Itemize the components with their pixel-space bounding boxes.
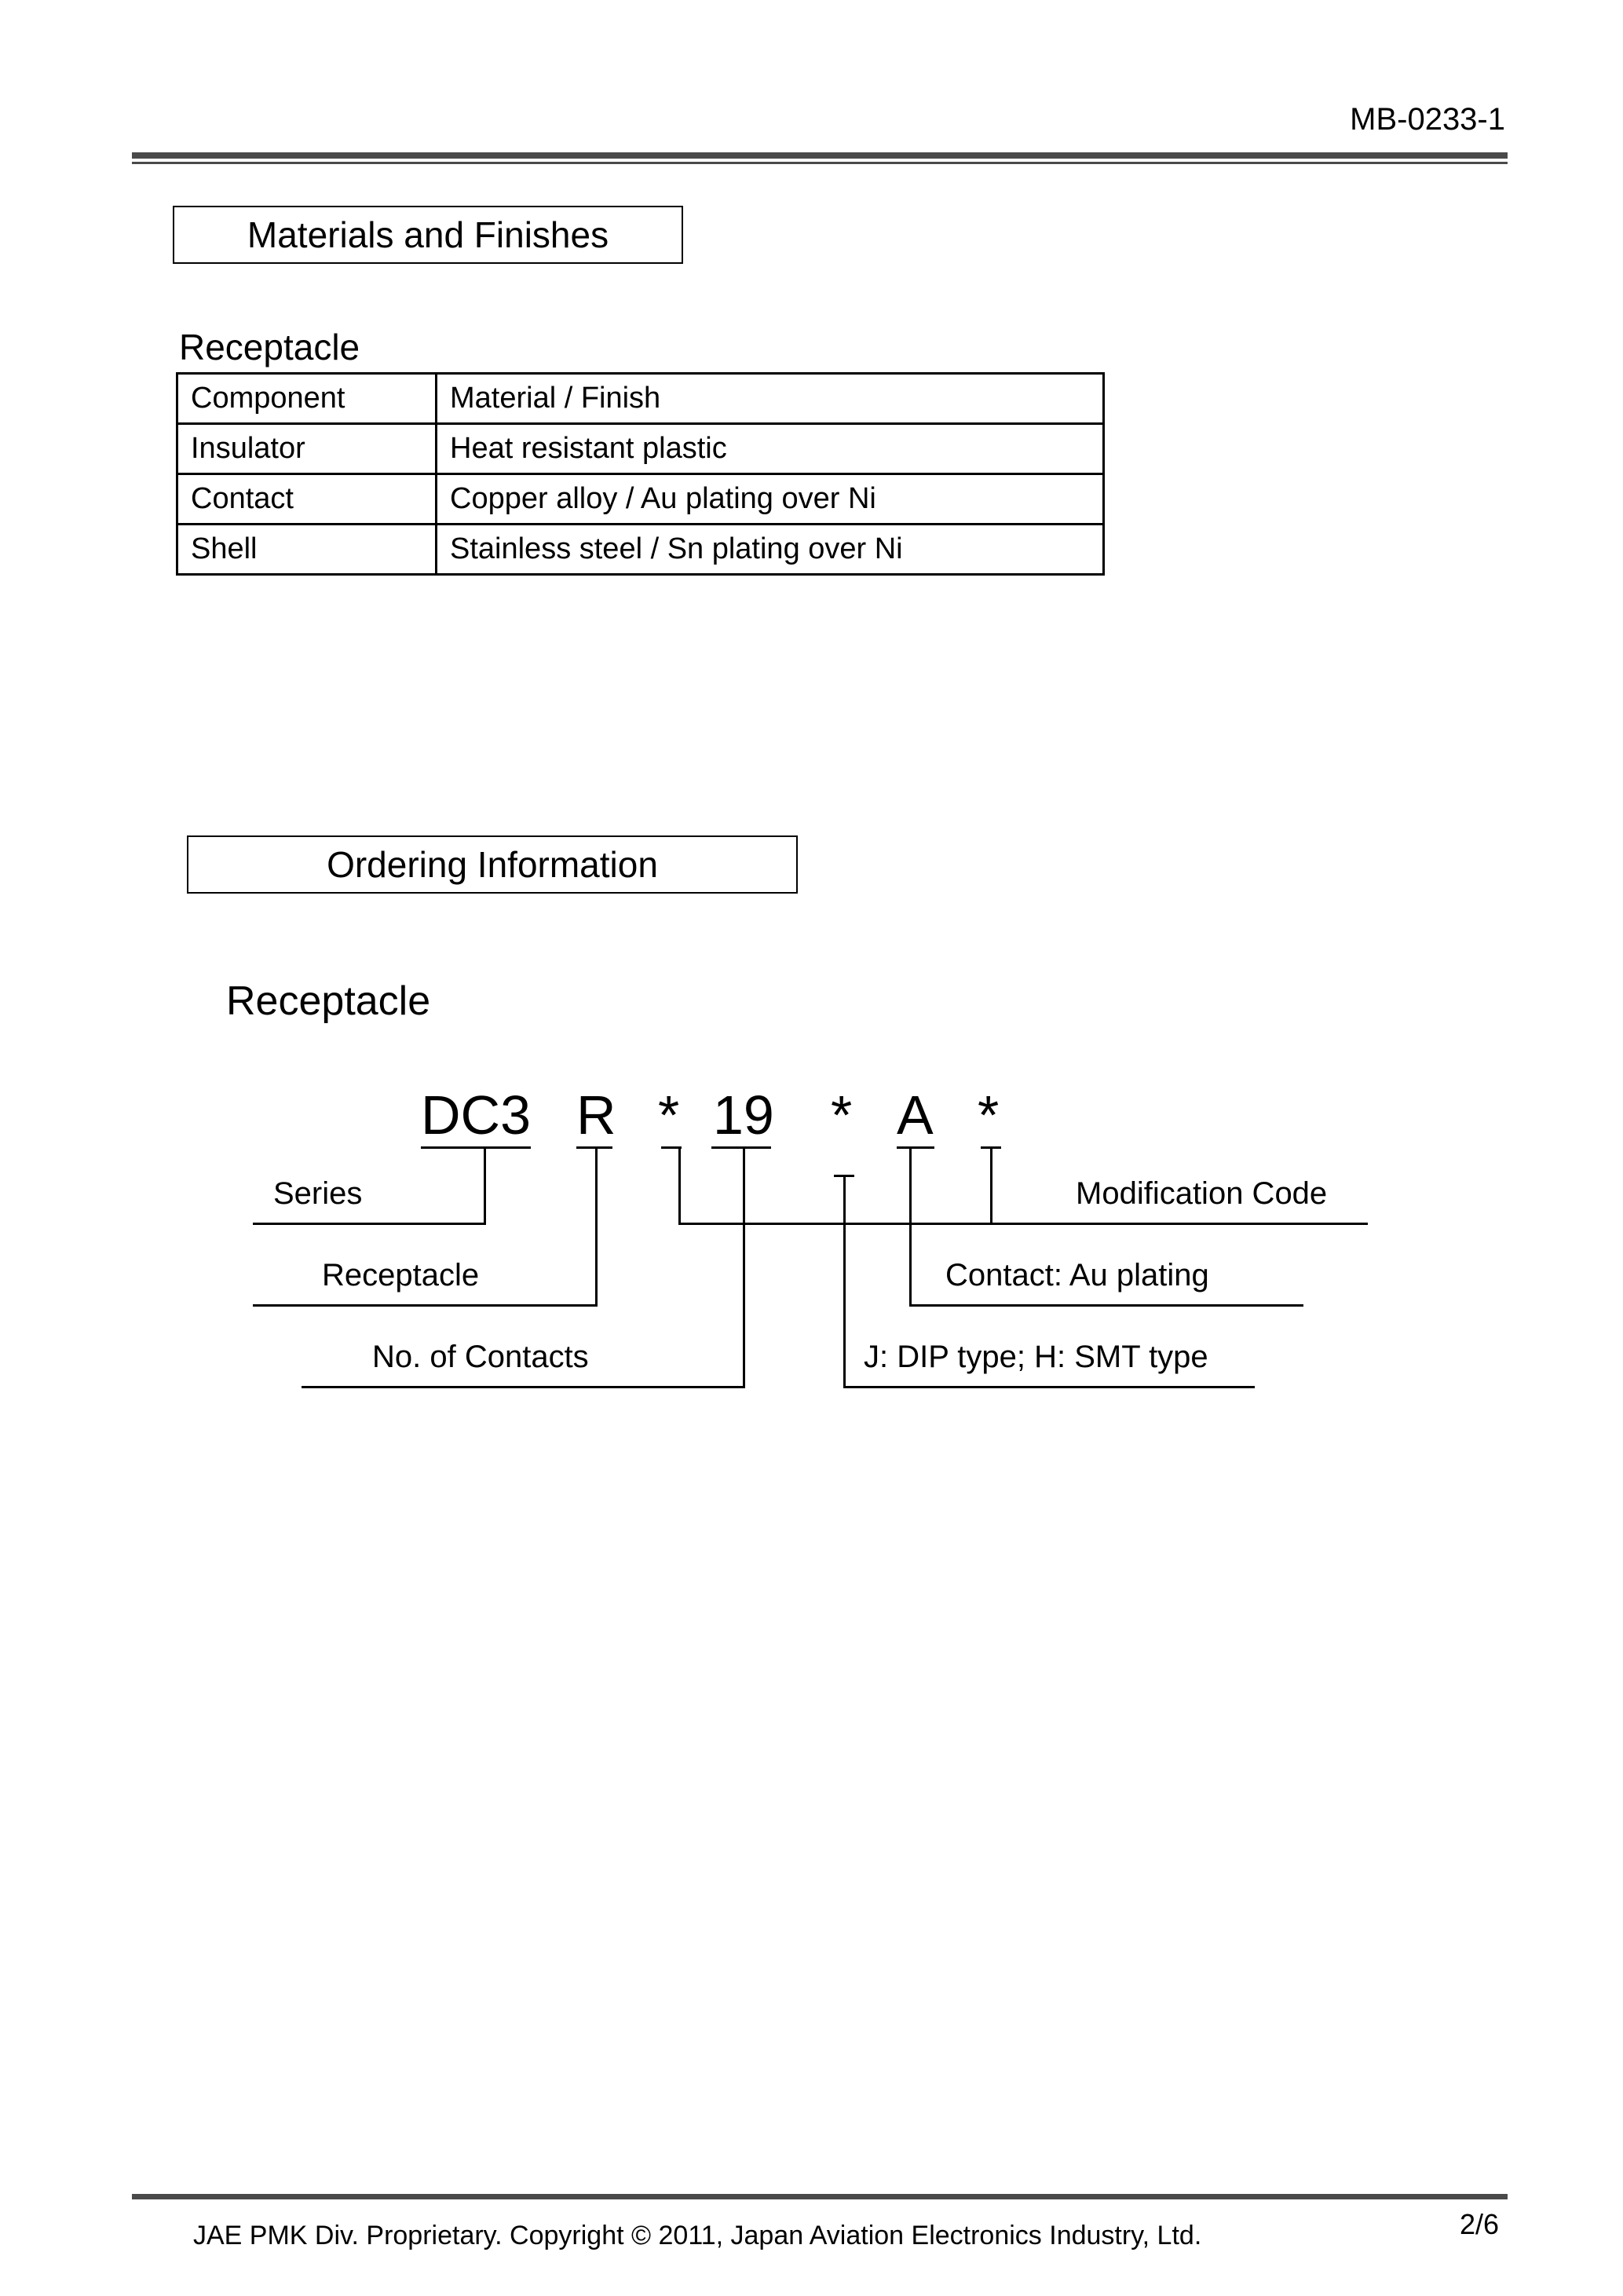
code-series: DC3: [421, 1084, 532, 1146]
header-rule-thick: [132, 152, 1508, 159]
table-row: [177, 525, 1104, 575]
footer-rule: [132, 2194, 1508, 2199]
table-cell: Stainless steel / Sn plating over Ni: [437, 525, 1104, 575]
underline-type: [576, 1146, 612, 1149]
table-cell: Heat resistant plastic: [437, 424, 1104, 474]
table-cell: Copper alloy / Au plating over Ni: [437, 474, 1104, 525]
leader-contacts-v: [743, 1146, 745, 1388]
table-header-cell: Component: [177, 374, 437, 424]
underline-contacts: [711, 1146, 771, 1149]
label-plating: Contact: Au plating: [945, 1258, 1209, 1292]
leader-receptacle-v: [595, 1146, 598, 1307]
doc-number: MB-0233-1: [1350, 102, 1505, 137]
label-series: Series: [273, 1176, 363, 1211]
label-contacts: No. of Contacts: [372, 1340, 589, 1374]
leader-variant-v: [678, 1146, 681, 1225]
leader-receptacle-h: [253, 1304, 598, 1307]
leader-modification-h: [678, 1223, 1368, 1225]
table-row: [177, 424, 1104, 474]
table-cell: Shell: [177, 525, 437, 575]
leader-mount-v: [843, 1175, 846, 1388]
label-mount: J: DIP type; H: SMT type: [864, 1340, 1208, 1374]
materials-table-caption: Receptacle: [179, 327, 360, 367]
materials-table: [176, 372, 1105, 576]
underline-plating: [897, 1146, 934, 1149]
footer-copyright: JAE PMK Div. Proprietary. Copyright © 2011, Japan Aviation Electronics Industry, Ltd.: [193, 2221, 1202, 2250]
code-plating: A: [897, 1084, 934, 1146]
materials-section-title: Materials and Finishes: [173, 206, 683, 264]
table-cell: Contact: [177, 474, 437, 525]
leader-modification-v: [990, 1146, 992, 1225]
ordering-title: Receptacle: [226, 978, 431, 1024]
underline-series: [421, 1146, 531, 1149]
code-variant: *: [658, 1084, 680, 1146]
leader-mount-h: [843, 1386, 1255, 1388]
page-number: 2/6: [1459, 2208, 1499, 2240]
code-mount: *: [831, 1084, 853, 1146]
label-modification: Modification Code: [1076, 1176, 1328, 1211]
code-modification: *: [978, 1084, 1000, 1146]
table-header-cell: Material / Finish: [437, 374, 1104, 424]
table-row: [177, 474, 1104, 525]
header-rule-thin: [132, 162, 1508, 164]
leader-plating-h: [909, 1304, 1303, 1307]
ordering-section-title: Ordering Information: [187, 835, 798, 894]
leader-series-h: [253, 1223, 486, 1225]
label-receptacle: Receptacle: [322, 1258, 480, 1292]
table-cell: Insulator: [177, 424, 437, 474]
table-row: [177, 374, 1104, 424]
code-contacts: 19: [713, 1084, 774, 1146]
leader-plating-v: [909, 1146, 912, 1307]
leader-contacts-h: [302, 1386, 745, 1388]
leader-series-v: [484, 1146, 486, 1225]
code-type: R: [576, 1084, 616, 1146]
